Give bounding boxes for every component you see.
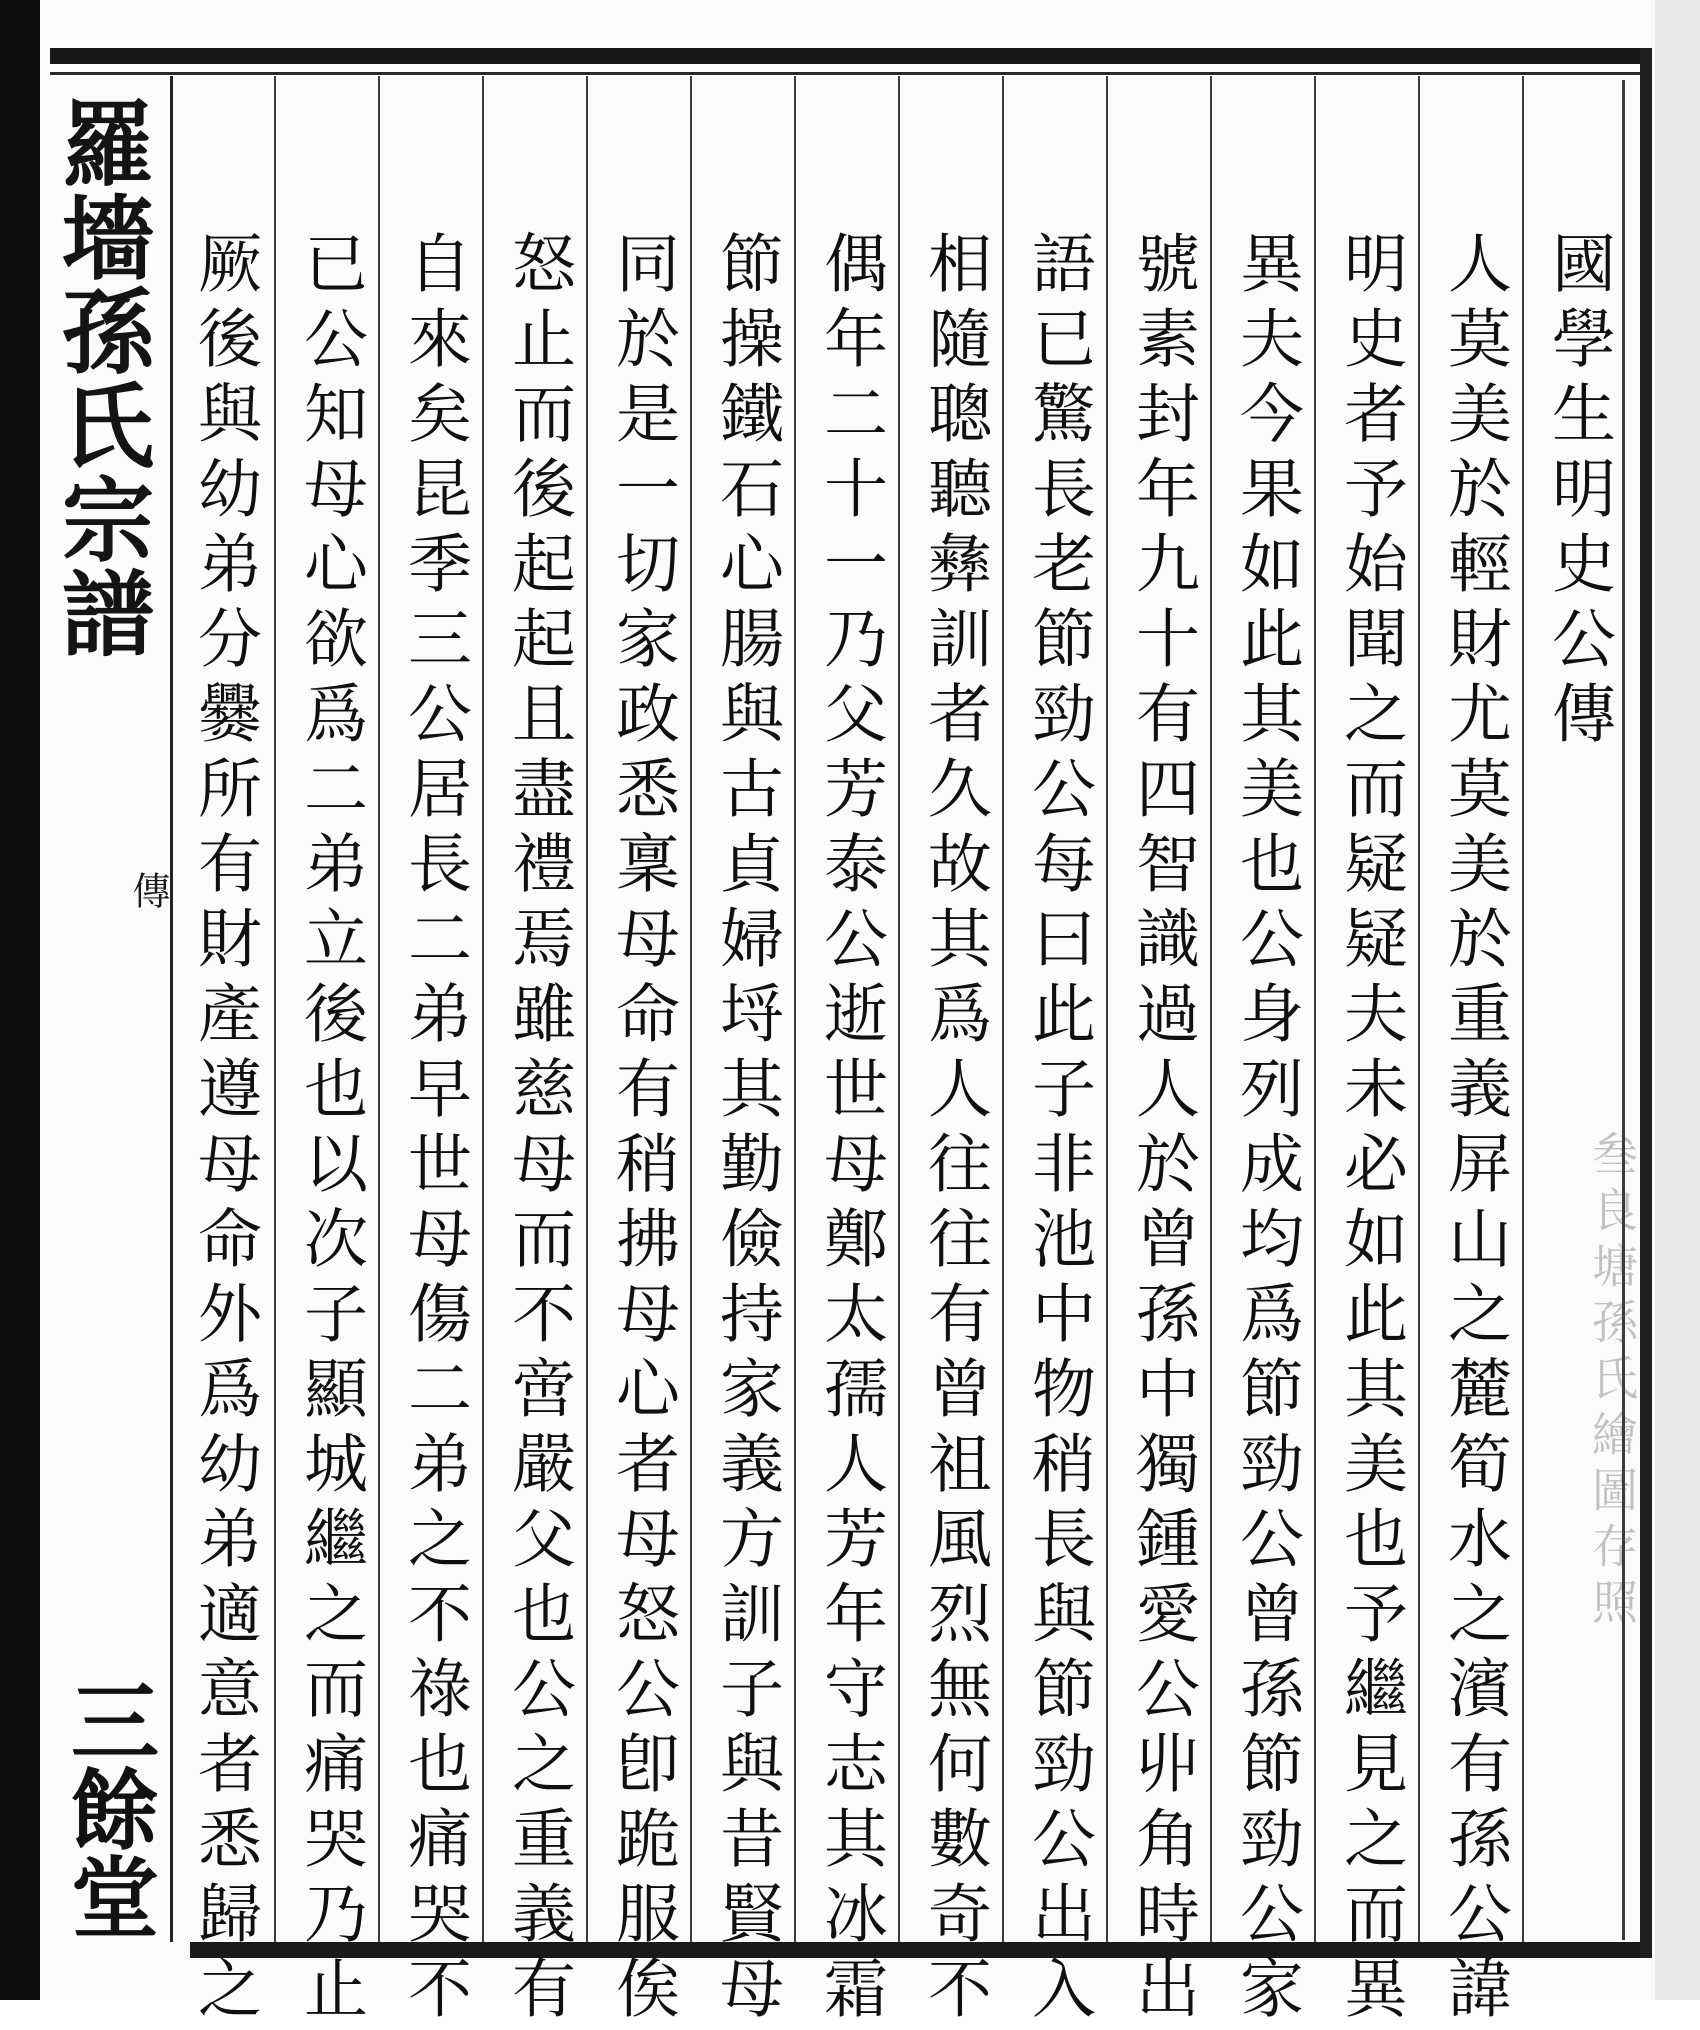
- hall-name: 三餘堂: [57, 1676, 161, 1940]
- text-column-2: [1418, 76, 1528, 2030]
- column-text: 已公知母心欲爲二弟立後也以次子顯城繼之而痛哭乃止: [293, 230, 367, 2030]
- text-column-10: [586, 76, 696, 2030]
- column-text: 人莫美於輕財尤莫美於重義屏山之麓筍水之濱有孫公諱: [1437, 230, 1511, 2030]
- column-text: 自來矣昆季三公居長二弟早世母傷二弟之不祿也痛哭不: [397, 230, 471, 2030]
- fold-column: [44, 76, 173, 1942]
- top-inner-rule: [50, 72, 1650, 75]
- column-text: 怒止而後起起且盡禮焉雖慈母而不啻嚴父也公之重義有: [501, 230, 575, 2030]
- top-border: [50, 48, 1650, 64]
- section-label: 傳: [126, 871, 170, 909]
- column-text: 明史者予始聞之而疑疑夫未必如此其美也予繼見之而異: [1333, 230, 1407, 2030]
- faint-stamp: 叁良塘孫氏繪圖存照: [1585, 1130, 1639, 1634]
- right-border: [1640, 48, 1652, 1958]
- biography-title-column: [1522, 76, 1624, 1942]
- text-column-9: [690, 76, 800, 2030]
- paper-margin: [1655, 0, 1700, 2000]
- text-column-13: [274, 76, 384, 2030]
- column-text: 語已驚長老節勁公每曰此子非池中物稍長與節勁公出入: [1021, 230, 1095, 2030]
- text-column-3: [1314, 76, 1424, 2030]
- text-column-4: [1210, 76, 1320, 2030]
- text-column-6: [1002, 76, 1112, 2030]
- column-text: 異夫今果如此其美也公身列成均爲節勁公曾孫節勁公家: [1229, 230, 1303, 2030]
- column-text: 相隨聰聽彝訓者久故其爲人往往有曾祖風烈無何數奇不: [917, 230, 991, 2030]
- column-text: 節操鐵石心腸與古貞婦埒其勤儉持家義方訓子與昔賢母: [709, 230, 783, 2030]
- text-column-7: [898, 76, 1008, 2030]
- text-column-14: [170, 76, 278, 2030]
- text-column-12: [378, 76, 488, 2030]
- binding-edge: [0, 0, 40, 2000]
- column-text: 號素封年九十有四智識過人於曾孫中獨鍾愛公丱角時出: [1125, 230, 1199, 2030]
- text-columns: [170, 76, 1622, 2030]
- genealogy-title: 羅墻孫氏宗譜: [47, 96, 155, 660]
- text-column-11: [482, 76, 592, 2030]
- column-text: 偶年二十一乃父芳泰公逝世母鄭太孺人芳年守志其冰霜: [813, 230, 887, 2030]
- biography-title: 國學生明史公傳: [1541, 230, 1615, 755]
- text-column-5: [1106, 76, 1216, 2030]
- text-column-8: [794, 76, 904, 2030]
- column-text: 同於是一切家政悉稟母命有稍拂母心者母怒公卽跪服俟: [605, 230, 679, 2030]
- column-text: 厥後與幼弟分爨所有財產遵母命外爲幼弟適意者悉歸之: [187, 230, 261, 2030]
